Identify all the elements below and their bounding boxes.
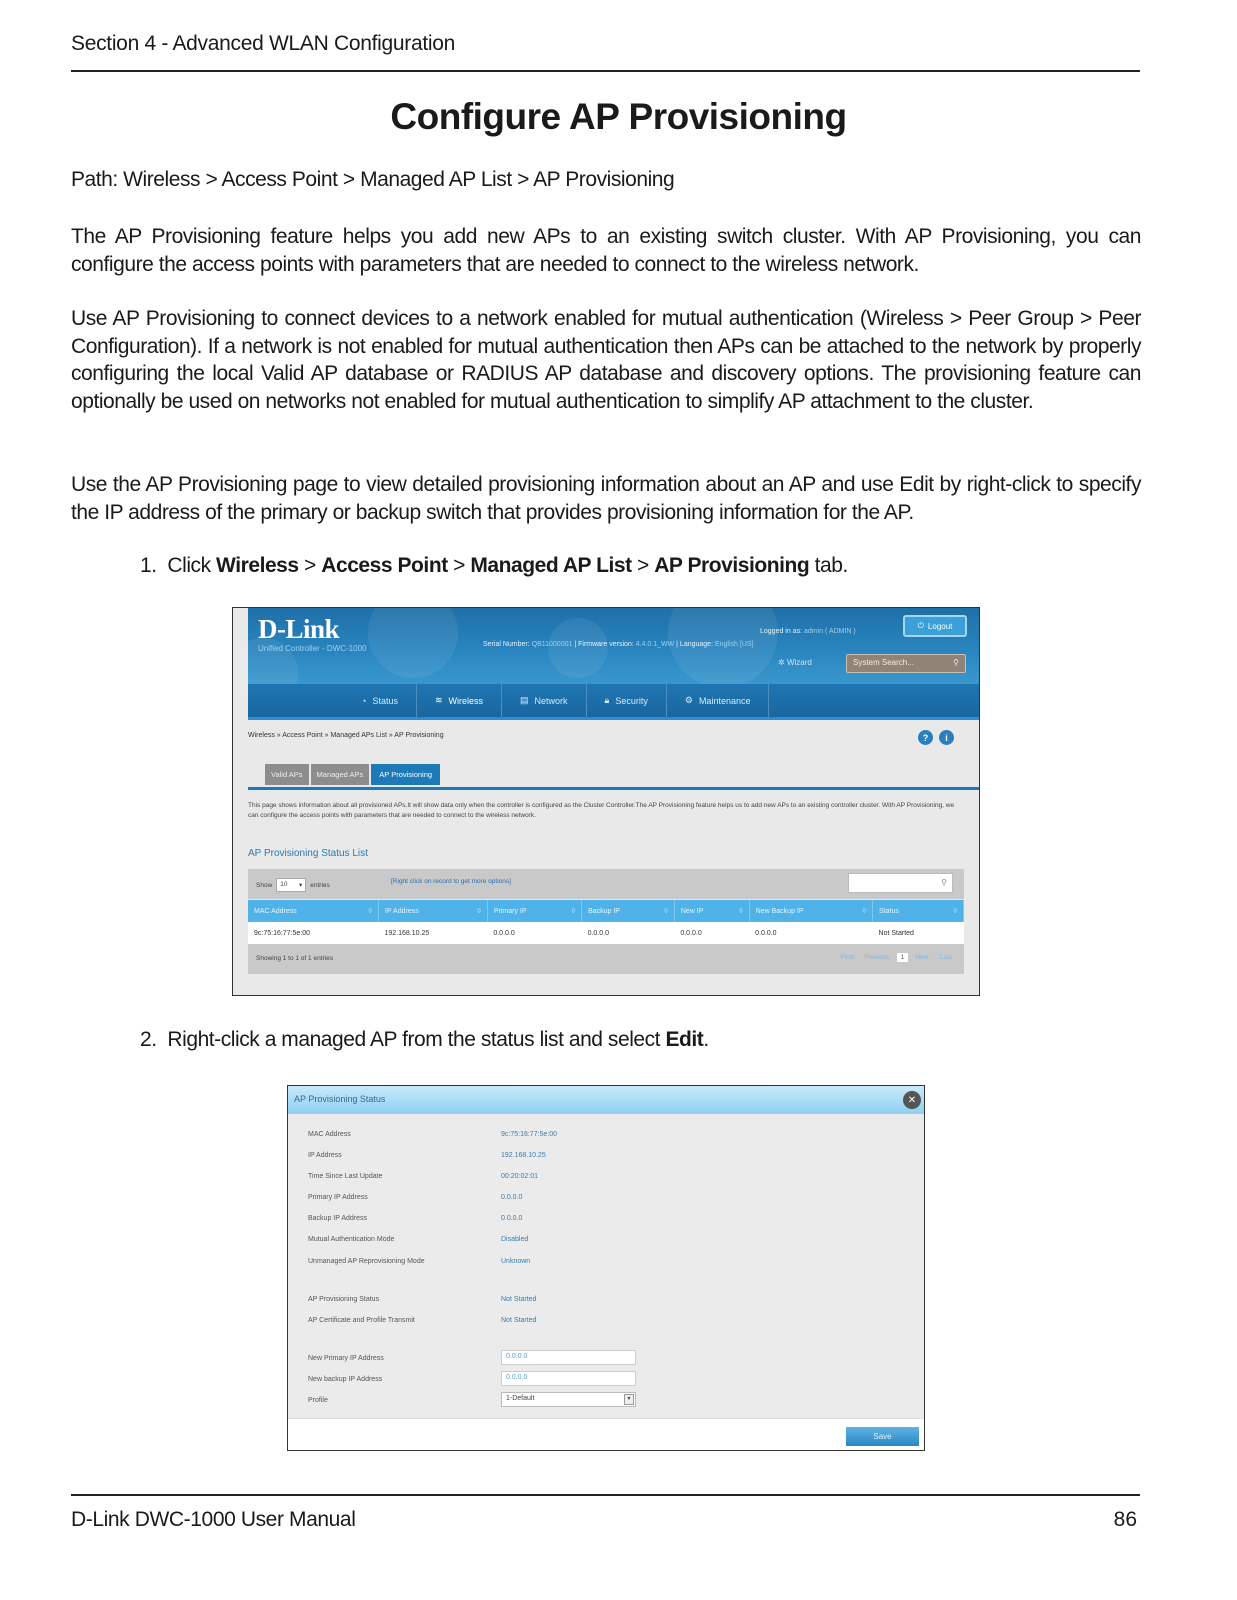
logged-in-info: Logged in as: admin ( ADMIN )	[760, 628, 856, 635]
save-button[interactable]: Save	[846, 1427, 919, 1446]
help-icon[interactable]: ?	[918, 730, 933, 745]
ap-provisioning-page-screenshot	[232, 607, 980, 996]
dlink-logo: D-Link	[258, 614, 340, 644]
entries-select[interactable]: 10 ▾	[276, 878, 306, 892]
col-primary-ip[interactable]: Primary IP ◊	[487, 900, 581, 922]
current-page[interactable]: 1	[897, 953, 909, 962]
sort-icon: ◊	[664, 907, 668, 915]
wizard-link[interactable]: ✲ Wizard	[778, 658, 812, 667]
last-page-button[interactable]: Last	[939, 954, 952, 961]
footer-manual-title: D-Link DWC-1000 User Manual	[71, 1508, 356, 1531]
paragraph-usage: Use the AP Provisioning page to view detailed provisioning information about an AP and use Edit by right-click to specify the IP address of the primary or backup switch that provides provisioning information for the AP.	[71, 473, 1141, 524]
show-entries: Show 10 ▾ entries	[256, 878, 330, 892]
profile-select[interactable]: 1-Default ▾	[501, 1392, 636, 1407]
navigation-path: Path: Wireless > Access Point > Managed AP List > AP Provisioning	[71, 168, 675, 191]
tab-valid-aps[interactable]: Valid APs	[265, 764, 309, 785]
nav-status[interactable]: ◔ Status	[343, 684, 417, 717]
section-header: Section 4 - Advanced WLAN Configuration	[71, 32, 456, 55]
power-icon: ⏻	[917, 621, 924, 630]
tab-managed-aps[interactable]: Managed APs	[311, 764, 370, 785]
next-page-button[interactable]: Next	[915, 954, 929, 961]
language-link[interactable]: English [US]	[714, 641, 754, 648]
new-backup-ip-input[interactable]: 0.0.0.0	[501, 1371, 636, 1386]
wifi-icon: ≋	[434, 695, 443, 705]
table-footer	[248, 944, 964, 974]
nav-network[interactable]: ▤ Network	[502, 684, 587, 717]
col-new-backup-ip[interactable]: New Backup IP ◊	[749, 900, 872, 922]
search-icon: ⚲	[953, 658, 959, 667]
chevron-down-icon: ▾	[299, 882, 303, 889]
nav-security[interactable]: 🔒︎ Security	[587, 684, 667, 717]
new-primary-ip-input[interactable]: 0.0.0.0	[501, 1350, 636, 1365]
showing-count: Showing 1 to 1 of 1 entries	[256, 955, 333, 962]
sort-icon: ◊	[739, 907, 743, 915]
paragraph-intro: The AP Provisioning feature helps you add new APs to an existing switch cluster. With AP Provisioning, you can configure the access points with parameters that are needed to connect to the wireless network.	[71, 225, 1141, 276]
logout-button[interactable]: ⏻ Logout	[903, 615, 967, 637]
lock-icon: 🔒︎	[604, 695, 610, 705]
col-status[interactable]: Status ◊	[873, 900, 964, 922]
nav-maintenance[interactable]: ⚙ Maintenance	[667, 684, 770, 717]
gauge-icon: ◔	[361, 695, 367, 706]
page-description: This page shows information about all provisioned APs.It will show data only when the controller is configured as the Cluster Controller.The AP Provisioning feature helps us to add new APs to an existing controller cluster. With AP Provisioning, we can configure the access points with parameters that are needed to connect to the wireless network.	[248, 802, 955, 819]
help-buttons	[918, 730, 954, 745]
ap-provisioning-status-dialog-screenshot: AP Provisioning Status ✕ MAC Address 9c:75:16:77:5e:00 IP Address 192.168.10.25 Time Since Last Update 00:20:02:01 Primary IP Address 0.0.0.0 Backup IP Address 0.0.0.0 Mutual Authentication Mode Disabled Unmanaged AP Reprovisioning Mode Unknown AP Provisioning Status Not Started AP Certificate and Profile Transmit Not Started New Primary IP Address 0.0.0.0 New backup IP Address 0.0.0.0 Profile 1-Default ▾ Save	[287, 1085, 925, 1451]
step-2: 2. Right-click a managed AP from the status list and select Edit.	[140, 1028, 709, 1051]
right-click-hint: [Right click on record to get more options]	[391, 878, 511, 885]
tab-bar	[265, 764, 440, 785]
dialog-title: AP Provisioning Status	[294, 1094, 386, 1104]
system-search-input[interactable]: System Search... ⚲	[846, 654, 966, 673]
tab-underline	[248, 787, 979, 790]
list-title: AP Provisioning Status List	[248, 848, 368, 859]
tab-ap-provisioning[interactable]: AP Provisioning	[371, 764, 440, 785]
step-1: 1. Click Wireless > Access Point > Managed AP List > AP Provisioning tab.	[140, 554, 848, 577]
search-icon: ⚲	[941, 878, 947, 887]
dlink-header	[248, 608, 979, 690]
page-title: Configure AP Provisioning	[390, 96, 847, 137]
status-table	[248, 900, 964, 944]
footer-rule	[71, 1494, 1140, 1496]
table-row[interactable]: 9c:75:16:77:5e:00 192.168.10.25 0.0.0.0 0.0.0.0 0.0.0.0 0.0.0.0 Not Started	[248, 922, 964, 944]
dialog-footer	[288, 1418, 924, 1451]
sort-icon: ◊	[953, 907, 957, 915]
page-number: 86	[1113, 1508, 1137, 1531]
main-nav	[248, 684, 979, 720]
col-ip-address[interactable]: IP Address ◊	[379, 900, 488, 922]
sort-icon: ◊	[571, 907, 576, 915]
sort-icon: ◊	[368, 907, 372, 915]
dialog-header	[288, 1086, 924, 1114]
gears-icon: ⚙	[684, 695, 693, 705]
device-info: Serial Number: QB11000001 | Firmware version: 4.4.0.1_WW | Language: English [US]	[483, 641, 754, 648]
sort-icon: ◊	[477, 907, 481, 915]
col-backup-ip[interactable]: Backup IP ◊	[582, 900, 675, 922]
chevron-down-icon: ▾	[624, 1394, 634, 1405]
nav-wireless[interactable]: ≋ Wireless	[417, 684, 502, 717]
pagination	[837, 953, 956, 962]
table-toolbar	[248, 869, 964, 899]
col-mac-address[interactable]: MAC Address ◊	[248, 900, 379, 922]
wizard-icon: ✲	[778, 658, 785, 667]
info-icon[interactable]: i	[939, 730, 954, 745]
breadcrumb: Wireless » Access Point » Managed APs List » AP Provisioning	[248, 732, 444, 739]
table-search-input[interactable]	[848, 873, 953, 893]
col-new-ip[interactable]: New IP ◊	[674, 900, 749, 922]
header-rule	[71, 70, 1140, 72]
close-icon[interactable]: ✕	[903, 1091, 921, 1109]
sort-icon: ◊	[862, 907, 867, 915]
network-icon: ▤	[520, 695, 529, 705]
product-subtitle: Unified Controller - DWC-1000	[258, 644, 367, 653]
previous-page-button[interactable]: Previous	[864, 954, 890, 961]
first-page-button[interactable]: First	[840, 954, 854, 961]
paragraph-mutual-auth: Use AP Provisioning to connect devices to a network enabled for mutual authentication (Wireless > Peer Group > Peer Configuration). If a network is not enabled for mutual authentication then APs can be attached to the network by properly configuring the local Valid AP database or RADIUS AP database and discovery options. The provisioning feature can optionally be used on networks not enabled for mutual authentication to simplify AP attachment to the cluster.	[71, 307, 1141, 413]
